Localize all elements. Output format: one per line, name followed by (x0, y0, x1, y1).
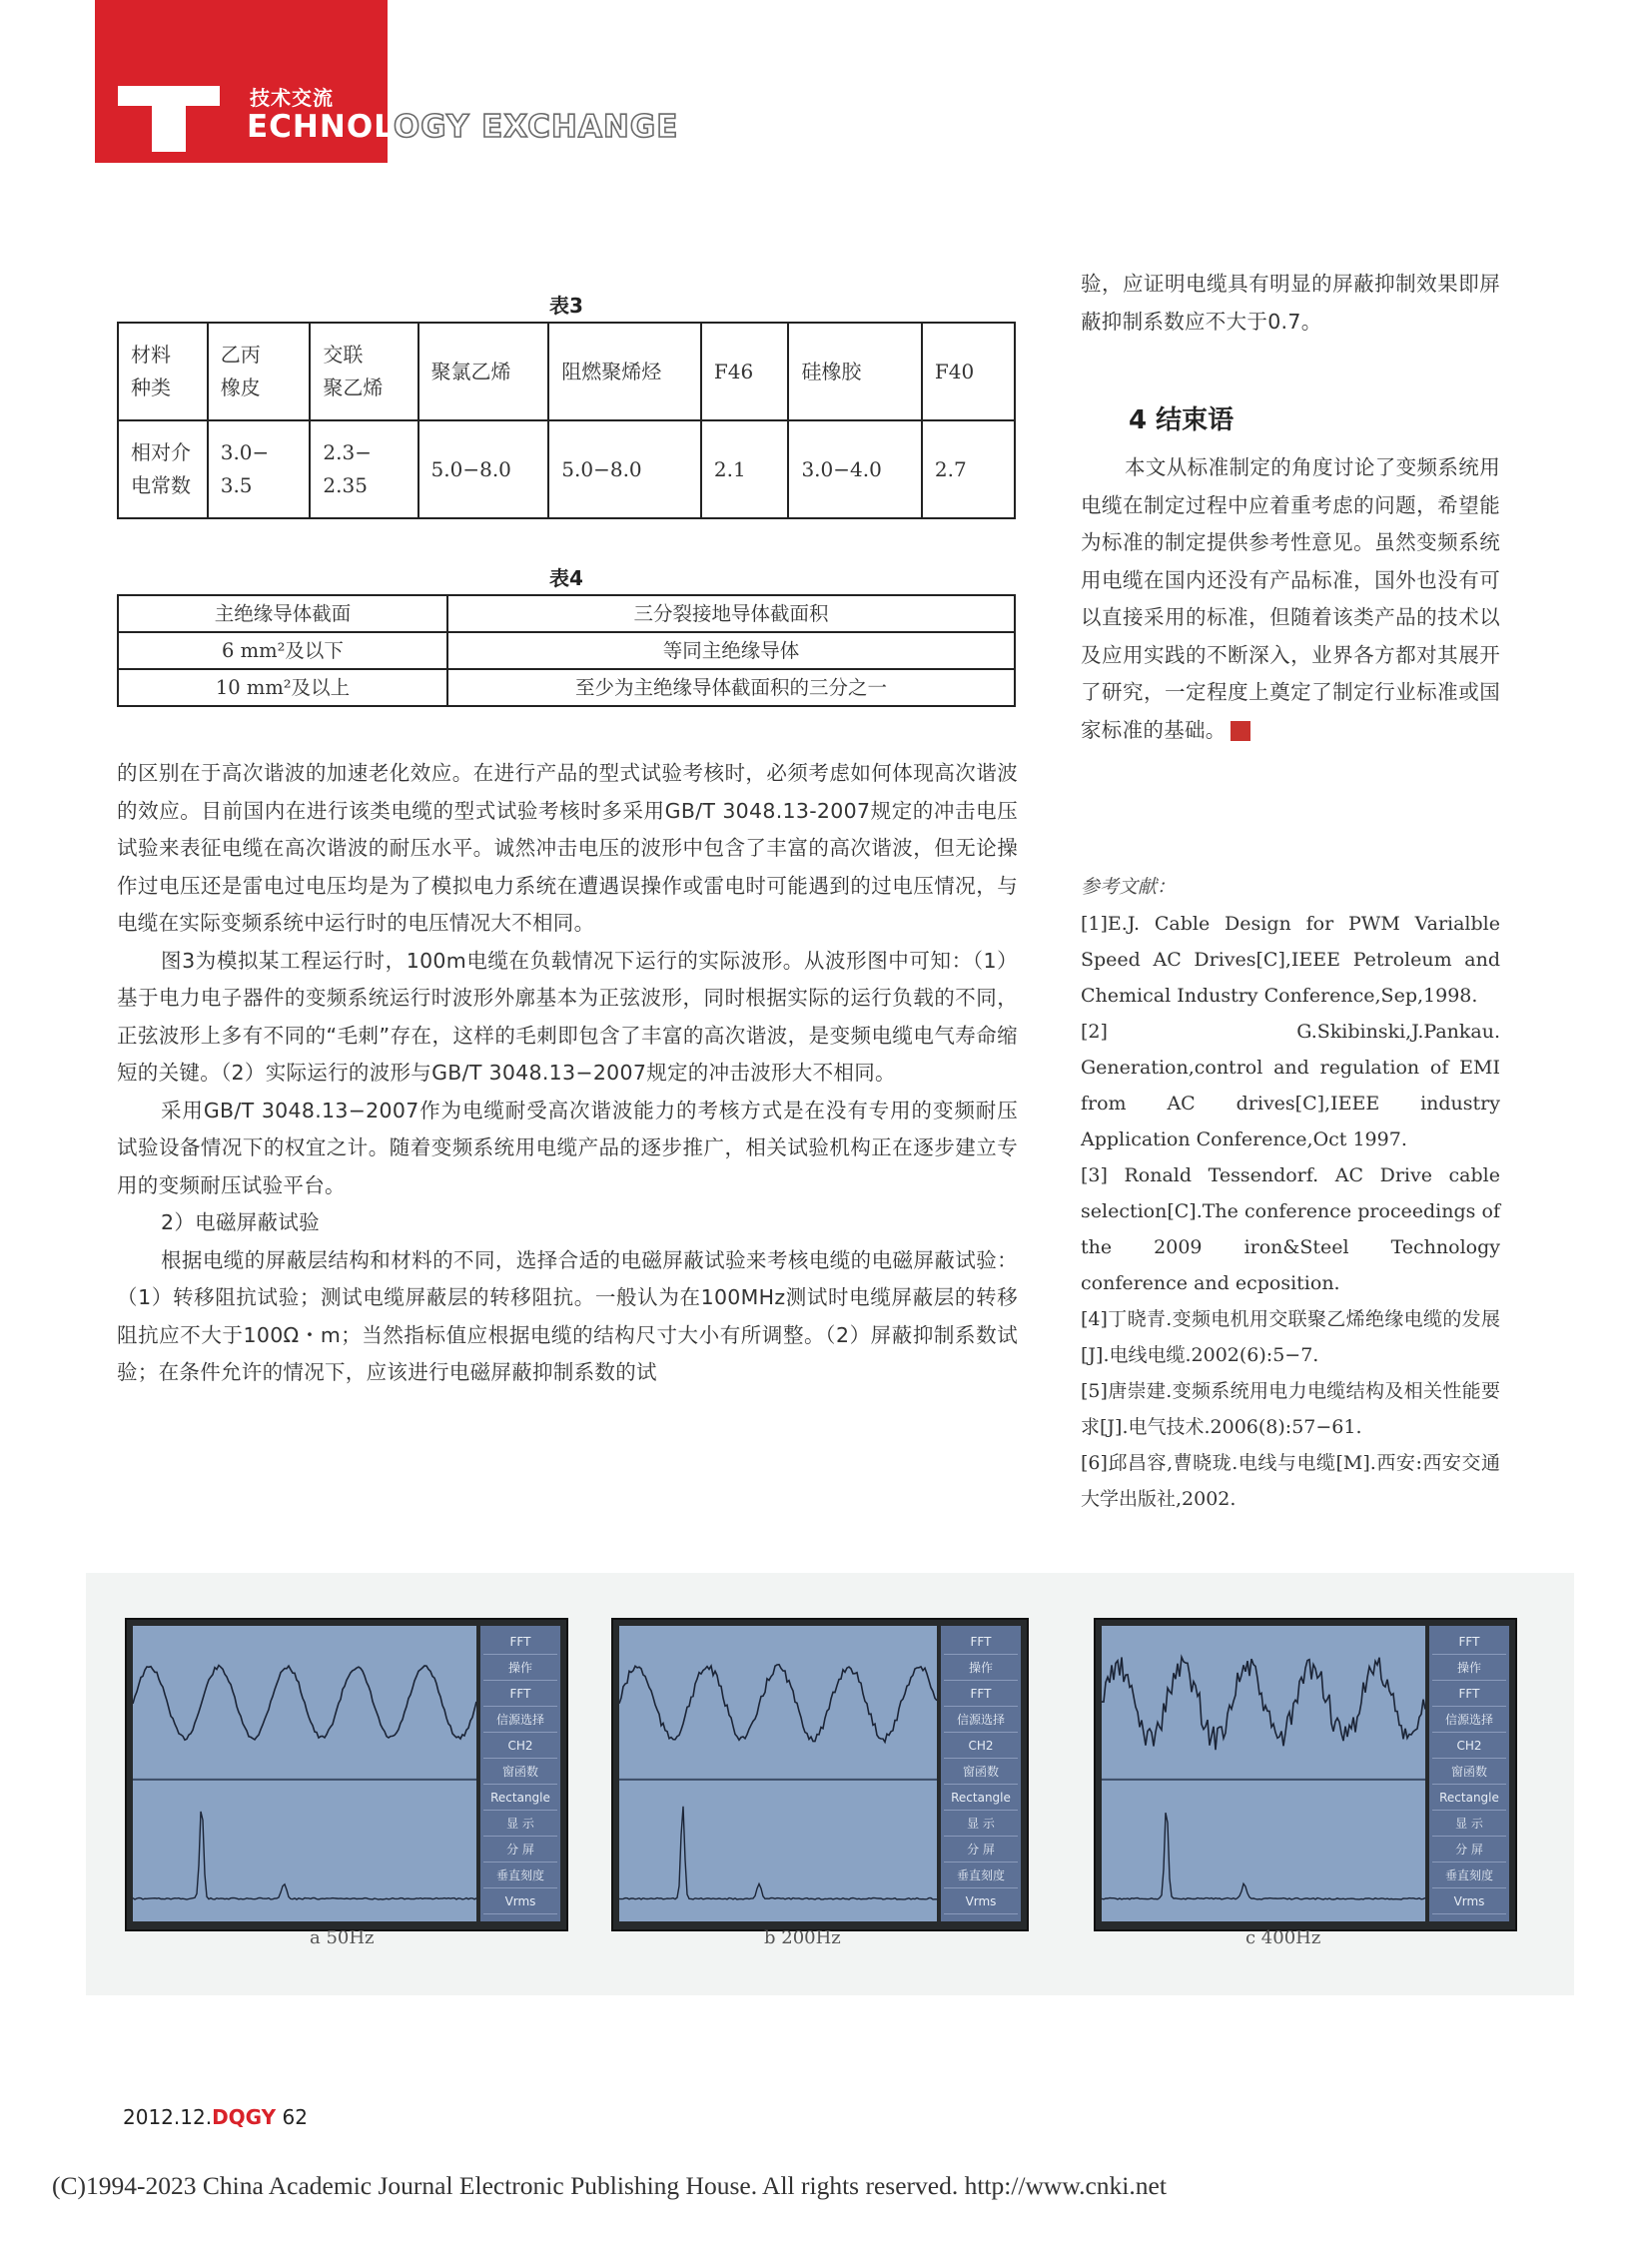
scope-menu-item: FFT (1432, 1682, 1506, 1707)
scope-menu-item: 信源选择 (483, 1708, 557, 1733)
scope-trace (1102, 1626, 1425, 1921)
table4-cell: 等同主绝缘导体 (447, 632, 1015, 669)
paragraph: 根据电缆的屏蔽层结构和材料的不同，选择合适的电磁屏蔽试验来考核电缆的电磁屏蔽试验：（1）转移阻抗试验；测试电缆屏蔽层的转移阻抗。一般认为在100MHz测试时电缆屏蔽层的转移阻抗应不大于100Ω・m；当然指标值应根据电缆的结构尺寸大小有所调整。（2）屏蔽抑制系数试验；在条件允许的情况下，应该进行电磁屏蔽抑制系数的试 (117, 1247, 1018, 1384)
table4-cell: 6 mm²及以下 (118, 632, 447, 669)
table4-cell: 至少为主绝缘导体截面积的三分之一 (447, 669, 1015, 706)
scope-menu-item: Vrms (944, 1889, 1018, 1914)
table3-caption: 表3 (549, 294, 583, 318)
section-title-cn: 技术交流 (250, 86, 334, 110)
scope-menu-item: 分 屏 (483, 1838, 557, 1863)
scope-menu-item: CH2 (944, 1734, 1018, 1759)
end-mark-icon (1231, 721, 1250, 741)
scope-menu-item: 分 屏 (944, 1838, 1018, 1863)
left-column-text (117, 755, 1018, 1392)
scope-menu-item: Vrms (1432, 1889, 1506, 1914)
table3-cell: 相对介 电常数 (118, 420, 208, 518)
table4-cell: 主绝缘导体截面 (118, 595, 447, 632)
scope-menu-item: 操作 (944, 1656, 1018, 1681)
oscilloscope-figure (125, 1618, 568, 1931)
figure-label: a 50Hz (310, 1927, 375, 1948)
table3-cell: F46 (701, 323, 789, 420)
table3-cell: 硅橡胶 (788, 323, 921, 420)
scope-menu-item: 垂直刻度 (944, 1864, 1018, 1888)
reference-item: [1]E.J. Cable Design for PWM Varialble Speed AC Drives[C],IEEE Petroleum and Chemical Industry Conference,Sep,1998. (1081, 913, 1500, 1007)
scope-menu-item: 显 示 (944, 1812, 1018, 1837)
scope-menu-item: CH2 (1432, 1734, 1506, 1759)
table4-cell: 10 mm²及以上 (118, 669, 447, 706)
table4-row (118, 595, 1015, 632)
scope-menu-item: 信源选择 (944, 1708, 1018, 1733)
section-heading: 4 结束语 (1129, 405, 1235, 435)
reference-item: [2] G.Skibinski,J.Pankau. Generation,control and regulation of EMI from AC drives[C],IEEE industry Application Conference,Oct 1997. (1081, 1021, 1500, 1150)
paragraph: 采用GB/T 3048.13−2007作为电缆耐受高次谐波能力的考核方式是在没有专用的变频耐压试验设备情况下的权宜之计。随着变频系统用电缆产品的逐步推广，相关试验机构正在逐步建立专用的变频耐压试验平台。 (117, 1098, 1018, 1197)
subsection-heading: 2）电磁屏蔽试验 (161, 1210, 320, 1234)
oscilloscope-figure (611, 1618, 1029, 1931)
scope-menu (941, 1626, 1021, 1921)
scope-menu-item: FFT (483, 1682, 557, 1707)
copyright-line: (C)1994-2023 China Academic Journal Electronic Publishing House. All rights reserved. http://www.cnki.net (52, 2171, 1167, 2200)
table3-cell: 5.0−8.0 (418, 420, 549, 518)
table3-cell: 聚氯乙烯 (418, 323, 549, 420)
spectrum-line (619, 1807, 937, 1899)
scope-menu-item: FFT (483, 1630, 557, 1655)
scope-menu-item: 分 屏 (1432, 1838, 1506, 1863)
table3-cell: 5.0−8.0 (548, 420, 701, 518)
scope-menu-item: Rectangle (1432, 1786, 1506, 1811)
paragraph: 图3为模拟某工程运行时，100m电缆在负载情况下运行的实际波形。从波形图中可知：（1）基于电力电子器件的变频系统运行时波形外廓基本为正弦波形，同时根据实际的运行负载的不同，正弦波形上多有不同的“毛刺”存在，这样的毛刺即包含了丰富的高次谐波，是变频电缆电气寿命缩短的关键。（2）实际运行的波形与GB/T 3048.13−2007规定的冲击波形大不相同。 (117, 948, 1018, 1085)
scope-menu (1429, 1626, 1509, 1921)
table3 (117, 322, 1016, 519)
table3-cell: 材料 种类 (118, 323, 208, 420)
figure-label: b 200Hz (764, 1927, 841, 1948)
scope-menu-item: 显 示 (1432, 1812, 1506, 1837)
table4-caption: 表4 (549, 566, 583, 590)
table3-cell: 2.1 (701, 420, 789, 518)
table4 (117, 594, 1016, 707)
scope-menu-item: 显 示 (483, 1812, 557, 1837)
waveform-line (1102, 1657, 1425, 1750)
scope-menu-item: 操作 (483, 1656, 557, 1681)
scope-menu-item: Rectangle (944, 1786, 1018, 1811)
page-footer: 2012.12.DQGY 62 (123, 2105, 308, 2129)
scope-menu-item: FFT (944, 1630, 1018, 1655)
scope-menu-item: 垂直刻度 (483, 1864, 557, 1888)
waveform-line (619, 1665, 937, 1743)
scope-trace (619, 1626, 937, 1921)
scope-menu-item: 窗函数 (483, 1760, 557, 1785)
scope-menu-item: Vrms (483, 1889, 557, 1914)
oscilloscope-figure (1094, 1618, 1517, 1931)
reference-item: [3] Ronald Tessendorf. AC Drive cable selection[C].The conference proceedings of the 2009 iron&Steel Technology conference and ecposition. (1081, 1164, 1500, 1294)
scope-menu-item: 操作 (1432, 1656, 1506, 1681)
spectrum-line (133, 1812, 476, 1899)
conclusion-text (1081, 449, 1500, 749)
right-column-top-text: 验，应证明电缆具有明显的屏蔽抑制效果即屏蔽抑制系数应不大于0.7。 (1081, 272, 1500, 334)
scope-menu-item: 窗函数 (1432, 1760, 1506, 1785)
scope-menu-item: 信源选择 (1432, 1708, 1506, 1733)
section-title-en: ECHNOLOGY EXCHANGE (247, 109, 679, 145)
table3-cell: F40 (922, 323, 1015, 420)
table3-cell: 2.7 (922, 420, 1015, 518)
references-title: 参考文献： (1081, 876, 1177, 898)
scope-menu-item: CH2 (483, 1734, 557, 1759)
scope-menu (480, 1626, 560, 1921)
table4-row (118, 632, 1015, 669)
scope-menu-item: Rectangle (483, 1786, 557, 1811)
paragraph: 本文从标准制定的角度讨论了变频系统用电缆在制定过程中应着重考虑的问题，希望能为标准的制定提供参考性意见。虽然变频系统用电缆在国内还没有产品标准，国外也没有可以直接采用的标准，但随着该类产品的技术以及应用实践的不断深入，业界各方都对其展开了研究，一定程度上奠定了制定行业标准或国家标准的基础。 (1081, 455, 1500, 742)
figure-label: c 400Hz (1245, 1927, 1321, 1948)
spectrum-line (1102, 1813, 1425, 1899)
reference-item: [4]丁晓青.变频电机用交联聚乙烯绝缘电缆的发展[J].电线电缆.2002(6):5−7. (1081, 1308, 1500, 1366)
table3-cell: 3.0− 3.5 (208, 420, 311, 518)
paragraph: 的区别在于高次谐波的加速老化效应。在进行产品的型式试验考核时，必须考虑如何体现高次谐波的效应。目前国内在进行该类电缆的型式试验考核时多采用GB/T 3048.13-2007规定的冲击电压试验来表征电缆在高次谐波的耐压水平。诚然冲击电压的波形中包含了丰富的高次谐波，但无论操作过电压还是雷电过电压均是为了模拟电力系统在遭遇误操作或雷电时可能遇到的过电压情况，与电缆在实际变频系统中运行时的电压情况大不相同。 (117, 761, 1018, 935)
reference-item: [6]邱昌容,曹晓珑.电线与电缆[M].西安:西安交通大学出版社,2002. (1081, 1452, 1500, 1510)
table4-cell: 三分裂接地导体截面积 (447, 595, 1015, 632)
table3-cell: 阻燃聚烯烃 (548, 323, 701, 420)
scope-menu-item: FFT (944, 1682, 1018, 1707)
scope-menu-item: 垂直刻度 (1432, 1864, 1506, 1888)
waveform-line (133, 1666, 476, 1741)
table4-row (118, 669, 1015, 706)
scope-menu-item: 窗函数 (944, 1760, 1018, 1785)
references-list (1081, 906, 1500, 1517)
table3-cell: 乙丙 橡皮 (208, 323, 311, 420)
scope-menu-item: FFT (1432, 1630, 1506, 1655)
table3-cell: 2.3− 2.35 (310, 420, 417, 518)
scope-trace (133, 1626, 476, 1921)
table3-cell: 3.0−4.0 (788, 420, 921, 518)
table3-cell: 交联 聚乙烯 (310, 323, 417, 420)
reference-item: [5]唐崇建.变频系统用电力电缆结构及相关性能要求[J].电气技术.2006(8):57−61. (1081, 1380, 1500, 1438)
logo-t-glyph (118, 86, 220, 152)
